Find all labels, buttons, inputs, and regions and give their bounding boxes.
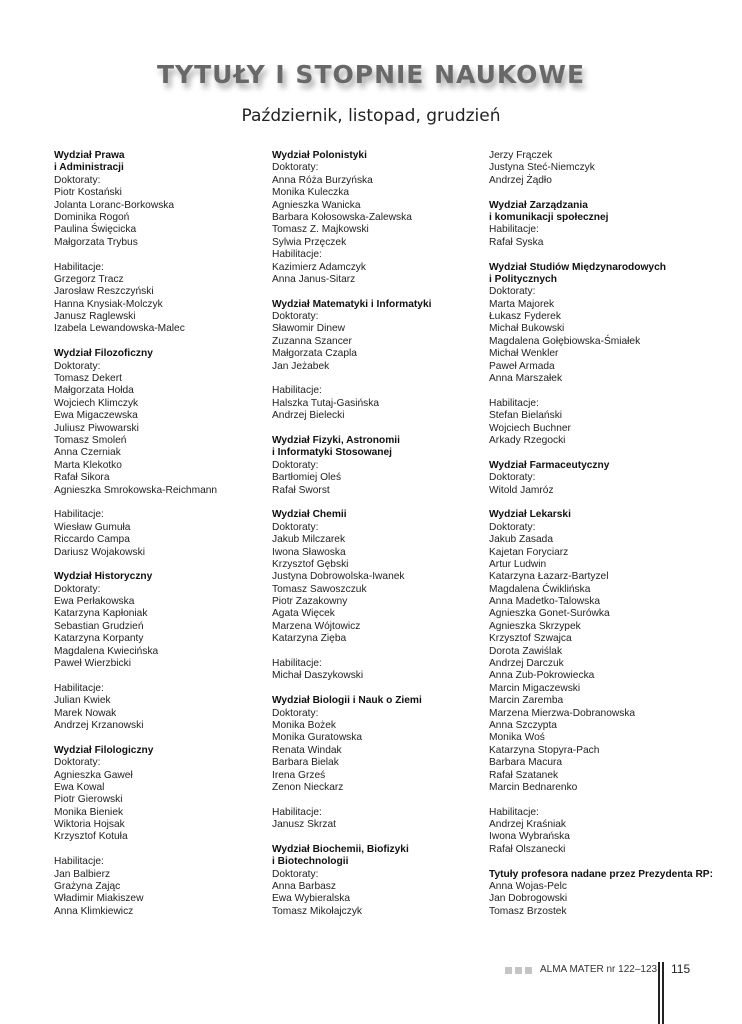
list-item: Rafał Syska <box>489 236 544 248</box>
spacer <box>54 249 264 261</box>
list-item: Jan Balbierz <box>54 868 111 880</box>
list-item: Riccardo Campa <box>54 534 130 546</box>
list-item: Tomasz Smoleń <box>54 434 127 446</box>
column-2 <box>272 150 482 918</box>
list-item: Anna Wojas-Pelc <box>489 881 567 893</box>
page-subtitle: Październik, listopad, grudzień <box>241 106 501 126</box>
list-item: Tomasz Brzostek <box>489 905 567 917</box>
list-item: Anna Czerniak <box>54 447 121 459</box>
list-item: Katarzyna Korpanty <box>54 633 144 645</box>
list-item: Marta Majorek <box>489 298 555 310</box>
list-item: Doktoraty: <box>272 459 319 471</box>
list-item: Arkady Rzegocki <box>489 434 566 446</box>
list-item: Tomasz Z. Majkowski <box>272 224 369 236</box>
faculty-heading: Wydział Fizyki, Astronomii <box>272 434 400 446</box>
list-item: Zenon Nieckarz <box>272 781 344 793</box>
list-item: Habilitacje: <box>54 856 104 868</box>
list-item: Dorota Zawiślak <box>489 645 563 657</box>
footer-squares-ornament <box>505 967 535 976</box>
list-item: Barbara Macura <box>489 757 563 769</box>
spacer <box>54 497 264 509</box>
list-item: Kajetan Foryciarz <box>489 546 569 558</box>
list-item: Łukasz Fyderek <box>489 311 561 323</box>
list-item: Ewa Wybieralska <box>272 893 351 905</box>
list-item: Agnieszka Gonet-Surówka <box>489 608 610 620</box>
list-item: Rafał Sworst <box>272 484 330 496</box>
list-item: Marcin Zaremba <box>489 695 564 707</box>
list-item: Anna Barbasz <box>272 881 336 893</box>
spacer <box>54 670 264 682</box>
list-item: Monika Guratowska <box>272 732 363 744</box>
spacer <box>272 286 482 298</box>
list-item: Anna Marszałek <box>489 373 563 385</box>
faculty-heading: i Administracji <box>54 162 124 174</box>
list-item: Monika Kuleczka <box>272 187 350 199</box>
list-item: Monika Bożek <box>272 719 336 731</box>
list-item: Anna Zub-Pokrowiecka <box>489 670 595 682</box>
spacer <box>489 187 699 199</box>
list-item: Iwona Wybrańska <box>489 831 570 843</box>
list-item: Paweł Armada <box>489 360 555 372</box>
list-item: Ewa Kowal <box>54 781 105 793</box>
list-item: Małgorzata Hołda <box>54 385 134 397</box>
page-title: TYTUŁY I STOPNIE NAUKOWE <box>156 60 586 89</box>
list-item: Doktoraty: <box>54 757 101 769</box>
list-item: Jolanta Loranc-Borkowska <box>54 199 175 211</box>
list-item: Jakub Milczarek <box>272 534 346 546</box>
list-item: Doktoraty: <box>489 286 536 298</box>
list-item: Jakub Zasada <box>489 534 553 546</box>
list-item: Katarzyna Stopyra-Pach <box>489 744 600 756</box>
list-item: Doktoraty: <box>489 521 536 533</box>
spacer <box>54 732 264 744</box>
list-item: Paulina Święcicka <box>54 224 137 236</box>
spacer <box>272 831 482 843</box>
list-item: Izabela Lewandowska-Malec <box>54 323 185 335</box>
spacer <box>272 497 482 509</box>
list-item: Andrzej Bielecki <box>272 410 345 422</box>
list-item: Marcin Migaczewski <box>489 682 581 694</box>
list-item: Michał Bukowski <box>489 323 565 335</box>
list-item: Jarosław Reszczyński <box>54 286 154 298</box>
list-item: Monika Woś <box>489 732 545 744</box>
list-item: Dominika Rogoń <box>54 211 130 223</box>
list-item: Anna Madetko-Talowska <box>489 596 600 608</box>
list-item: Anna Janus-Sitarz <box>272 273 356 285</box>
spacer <box>489 856 699 868</box>
spacer <box>489 447 699 459</box>
list-item: Tomasz Mikołajczyk <box>272 905 363 917</box>
list-item: Andrzej Krzanowski <box>54 719 144 731</box>
spacer <box>54 844 264 856</box>
list-item: Magdalena Kwiecińska <box>54 645 159 657</box>
list-item: Anna Szczypta <box>489 719 557 731</box>
list-item: Marzena Wójtowicz <box>272 620 361 632</box>
list-item: Dariusz Wojakowski <box>54 546 145 558</box>
list-item: Doktoraty: <box>272 521 319 533</box>
list-item: Zuzanna Szancer <box>272 335 352 347</box>
list-item: Barbara Kołosowska-Zalewska <box>272 211 412 223</box>
spacer <box>54 336 264 348</box>
column-3 <box>489 150 713 918</box>
faculty-heading: Wydział Zarządzania <box>489 199 588 211</box>
list-item: Habilitacje: <box>54 682 104 694</box>
list-item: Rafał Olszanecki <box>489 843 566 855</box>
page-number: 115 <box>671 962 691 976</box>
list-item: Magdalena Ćwiklińska <box>489 583 591 595</box>
list-item: Anna Róża Burzyńska <box>272 174 373 186</box>
spacer <box>272 646 482 658</box>
spacer <box>272 373 482 385</box>
faculty-heading: Wydział Studiów Międzynarodowych <box>489 261 666 273</box>
list-item: Janusz Skrzat <box>272 819 336 831</box>
list-item: Władimir Miakiszew <box>54 893 144 905</box>
list-item: Sylwia Przęczek <box>272 236 347 248</box>
list-item: Wiesław Gumuła <box>54 521 131 533</box>
list-item: Grażyna Zając <box>54 881 121 893</box>
list-item: Kazimierz Adamczyk <box>272 261 366 273</box>
list-item: Tomasz Dekert <box>54 373 122 385</box>
list-item: Piotr Gierowski <box>54 794 123 806</box>
list-item: Barbara Bielak <box>272 757 339 769</box>
spacer <box>54 559 264 571</box>
list-item: Stefan Bielański <box>489 410 563 422</box>
list-item: Habilitacje: <box>272 658 322 670</box>
journal-name: ALMA MATER nr 122–123 <box>540 964 658 975</box>
column-1 <box>54 150 264 918</box>
list-item: Małgorzata Trybus <box>54 236 138 248</box>
list-item: Witold Jamróz <box>489 484 554 496</box>
list-item: Justyna Dobrowolska-Iwanek <box>272 571 405 583</box>
list-item: Bartłomiej Oleś <box>272 472 342 484</box>
faculty-heading: i komunikacji społecznej <box>489 211 609 223</box>
list-item: Renata Windak <box>272 744 342 756</box>
list-item: Agnieszka Gaweł <box>54 769 133 781</box>
faculty-heading: Wydział Lekarski <box>489 509 571 521</box>
list-item: Doktoraty: <box>54 174 101 186</box>
list-item: Katarzyna Kapłoniak <box>54 608 148 620</box>
list-item: Janusz Raglewski <box>54 311 136 323</box>
list-item: Marcin Bednarenko <box>489 781 578 793</box>
list-item: Rafał Sikora <box>54 472 110 484</box>
faculty-heading: i Informatyki Stosowanej <box>272 447 393 459</box>
list-item: Andrzej Darczuk <box>489 658 564 670</box>
list-item: Krzysztof Kotuła <box>54 831 128 843</box>
list-item: Doktoraty: <box>54 360 101 372</box>
list-item: Habilitacje: <box>489 806 539 818</box>
list-item: Hanna Knysiak-Molczyk <box>54 298 163 310</box>
list-item: Ewa Perłakowska <box>54 596 135 608</box>
list-item: Paweł Wierzbicki <box>54 658 131 670</box>
list-item: Habilitacje: <box>272 249 322 261</box>
list-item: Doktoraty: <box>54 583 101 595</box>
list-item: Doktoraty: <box>489 472 536 484</box>
list-item: Doktoraty: <box>272 868 319 880</box>
faculty-heading: Wydział Matematyki i Informatyki <box>272 298 432 310</box>
list-item: Andrzej Kraśniak <box>489 819 567 831</box>
list-item: Wiktoria Hojsak <box>54 819 125 831</box>
list-item: Ewa Migaczewska <box>54 410 138 422</box>
list-item: Habilitacje: <box>489 224 539 236</box>
list-item: Sebastian Grudzień <box>54 620 144 632</box>
list-item: Habilitacje: <box>272 385 322 397</box>
list-item: Monika Bieniek <box>54 806 124 818</box>
list-item: Halszka Tutaj-Gasińska <box>272 397 380 409</box>
spacer <box>489 497 699 509</box>
list-item: Piotr Kostański <box>54 187 122 199</box>
faculty-heading: Wydział Filozoficzny <box>54 348 153 360</box>
list-item: Jerzy Frączek <box>489 150 553 161</box>
list-item: Krzysztof Szwajca <box>489 633 572 645</box>
list-item: Anna Klimkiewicz <box>54 905 134 917</box>
list-item: Krzysztof Gębski <box>272 558 349 570</box>
list-item: Habilitacje: <box>54 261 104 273</box>
list-item: Wojciech Klimczyk <box>54 397 139 409</box>
list-item: Grzegorz Tracz <box>54 273 124 285</box>
list-item: Irena Grześ <box>272 769 326 781</box>
faculty-heading: Wydział Historyczny <box>54 571 153 583</box>
list-item: Jan Dobrogowski <box>489 893 568 905</box>
list-item: Marzena Mierzwa-Dobranowska <box>489 707 636 719</box>
list-item: Tomasz Sawoszczuk <box>272 583 367 595</box>
spacer <box>272 683 482 695</box>
list-item: Piotr Zazakowny <box>272 596 348 608</box>
faculty-heading: Wydział Polonistyki <box>272 150 367 161</box>
spacer <box>272 794 482 806</box>
faculty-heading: Wydział Biologii i Nauk o Ziemi <box>272 695 422 707</box>
faculty-heading: Wydział Filologiczny <box>54 744 154 756</box>
list-item: Rafał Szatanek <box>489 769 559 781</box>
list-item: Agnieszka Wanicka <box>272 199 361 211</box>
faculty-heading: Wydział Farmaceutyczny <box>489 459 610 471</box>
list-item: Habilitacje: <box>489 397 539 409</box>
list-item: Marta Klekotko <box>54 459 122 471</box>
list-item: Michał Wenkler <box>489 348 559 360</box>
list-item: Marek Nowak <box>54 707 117 719</box>
list-item: Artur Ludwin <box>489 558 547 570</box>
list-item: Andrzej Żądło <box>489 174 552 186</box>
list-item: Doktoraty: <box>272 707 319 719</box>
list-item: Habilitacje: <box>54 509 104 521</box>
list-item: Agata Więcek <box>272 608 335 620</box>
list-item: Doktoraty: <box>272 311 319 323</box>
footer-divider-bars <box>658 962 666 1024</box>
list-item: Michał Daszykowski <box>272 670 364 682</box>
spacer <box>489 385 699 397</box>
list-item: Małgorzata Czapla <box>272 348 357 360</box>
list-item: Iwona Sławoska <box>272 546 346 558</box>
list-item: Sławomir Dinew <box>272 323 346 335</box>
list-item: Katarzyna Łazarz-Bartyzel <box>489 571 609 583</box>
faculty-heading: Wydział Prawa <box>54 150 125 161</box>
list-item: Jan Jeżabek <box>272 360 330 372</box>
list-item: Magdalena Gołębiowska-Śmiałek <box>489 335 641 347</box>
faculty-heading: i Politycznych <box>489 273 557 285</box>
list-item: Doktoraty: <box>272 162 319 174</box>
faculty-heading: Tytuły profesora nadane przez Prezydenta RP: <box>489 868 713 880</box>
list-item: Julian Kwiek <box>54 695 111 707</box>
list-item: Katarzyna Zięba <box>272 633 347 645</box>
page-footer <box>0 962 742 1022</box>
faculty-heading: i Biotechnologii <box>272 856 349 868</box>
list-item: Juliusz Piwowarski <box>54 422 139 434</box>
list-item: Agnieszka Skrzypek <box>489 620 581 632</box>
list-item: Agnieszka Smrokowska-Reichmann <box>54 484 218 496</box>
list-item: Habilitacje: <box>272 806 322 818</box>
spacer <box>489 794 699 806</box>
spacer <box>272 423 482 435</box>
faculty-heading: Wydział Biochemii, Biofizyki <box>272 843 409 855</box>
faculty-heading: Wydział Chemii <box>272 509 347 521</box>
spacer <box>489 249 699 261</box>
list-item: Justyna Steć-Niemczyk <box>489 162 595 174</box>
list-item: Wojciech Buchner <box>489 422 571 434</box>
